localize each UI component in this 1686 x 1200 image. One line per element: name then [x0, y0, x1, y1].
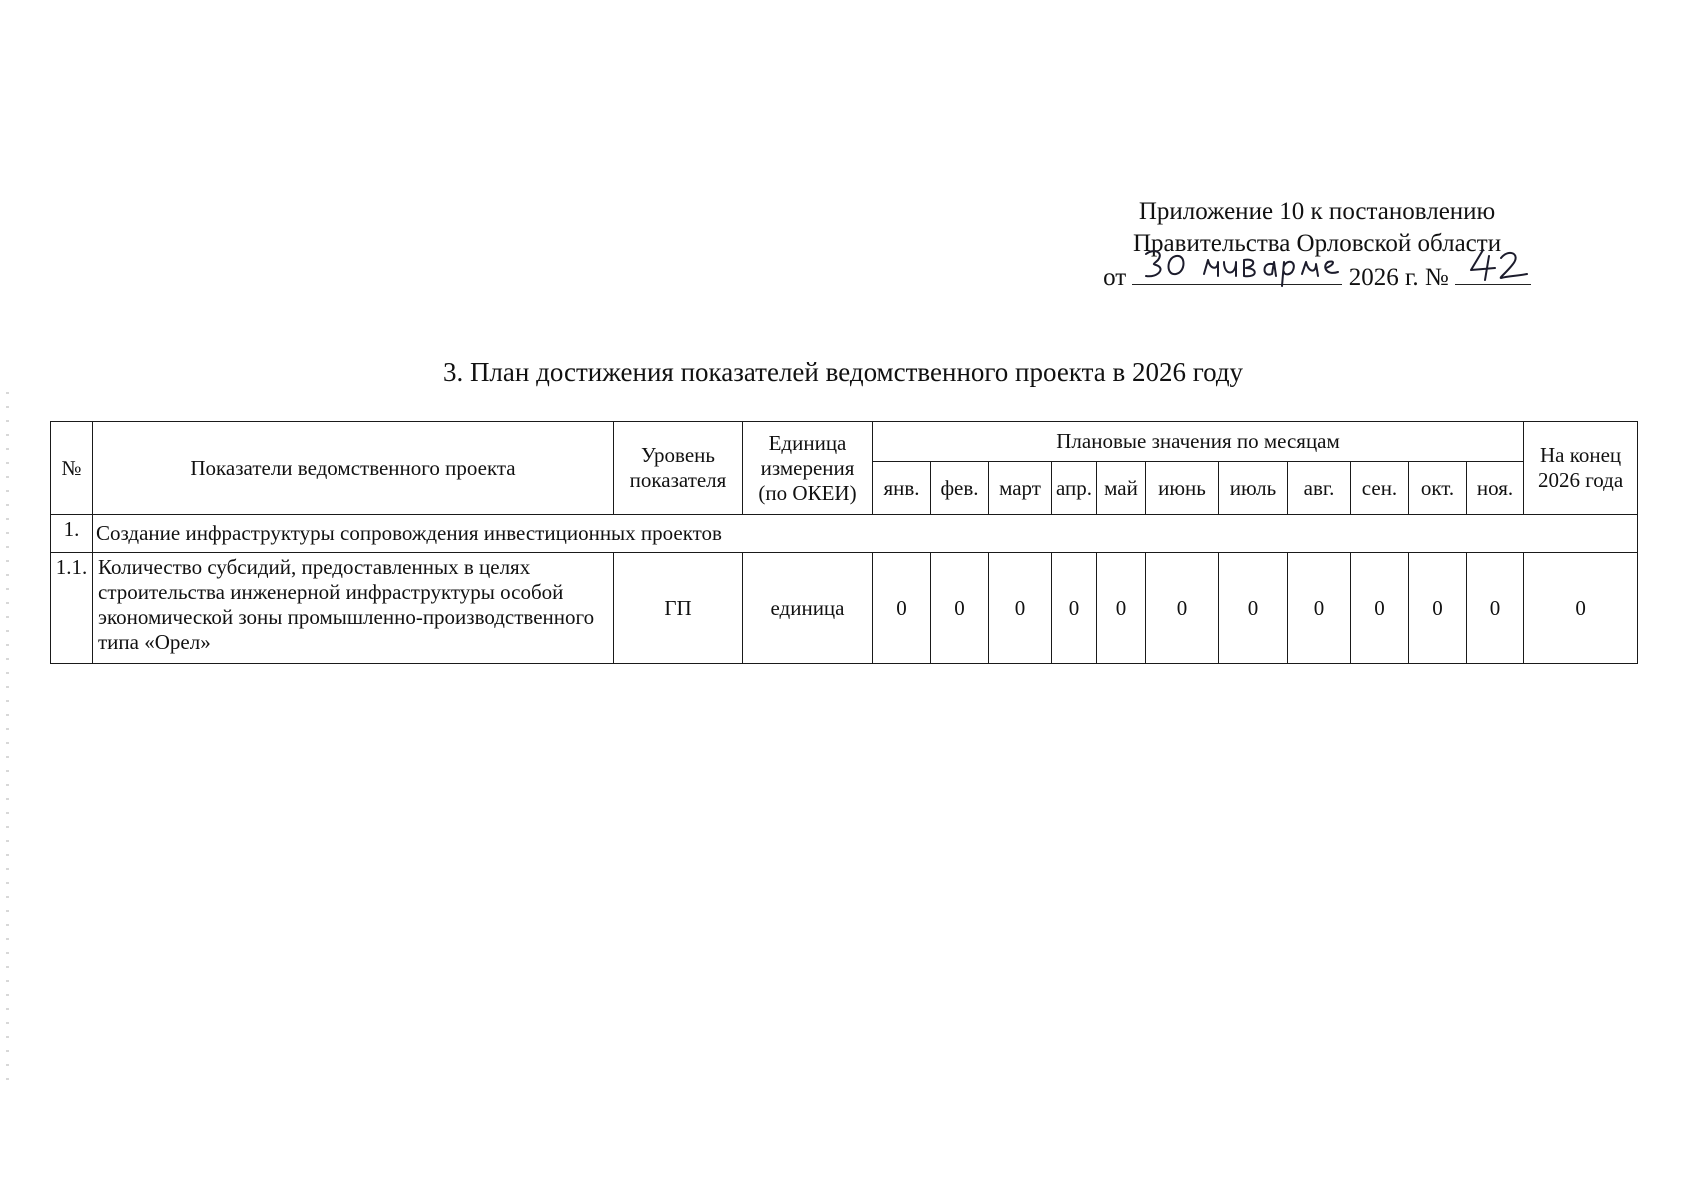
year-number-label: 2026 г. № [1348, 264, 1449, 291]
handwritten-date [1132, 260, 1342, 285]
month-value: 0 [1219, 553, 1288, 664]
appendix-date-line [1103, 260, 1531, 294]
indicator-name: Количество субсидий, предоставленных в целях строительства инженерной инфраструктуры особой экономической зоны промышленно-производственного типа «Орел» [93, 553, 614, 664]
month-value: 0 [1052, 553, 1097, 664]
month-value: 0 [1351, 553, 1409, 664]
month-header: янв. [873, 462, 931, 515]
month-header: сен. [1351, 462, 1409, 515]
table-header-row [51, 422, 1638, 462]
indicator-unit: единица [743, 553, 873, 664]
indicators-plan-table [50, 421, 1638, 664]
page-title: 3. План достижения показателей ведомственного проекта в 2026 году [442, 357, 1244, 387]
handwritten-number [1455, 260, 1531, 285]
scan-margin-marks [6, 380, 9, 1080]
section-number: 1. [51, 515, 93, 553]
handwritten-date-signature [1132, 246, 1342, 286]
header-no: № [51, 422, 93, 515]
month-value: 0 [1409, 553, 1467, 664]
header-level: Уровень показателя [614, 422, 743, 515]
month-value: 0 [931, 553, 989, 664]
from-prefix: от [1103, 264, 1127, 291]
month-header: окт. [1409, 462, 1467, 515]
month-value: 0 [989, 553, 1052, 664]
month-header: авг. [1288, 462, 1351, 515]
appendix-line-1: Приложение 10 к постановлению [1138, 198, 1496, 225]
month-header: май [1097, 462, 1146, 515]
header-unit: Единица измерения (по ОКЕИ) [743, 422, 873, 515]
month-header: июль [1219, 462, 1288, 515]
header-year-end: На конец 2026 года [1524, 422, 1638, 515]
header-monthly-values: Плановые значения по месяцам [873, 422, 1524, 462]
month-value: 0 [1146, 553, 1219, 664]
month-header: ноя. [1467, 462, 1524, 515]
month-value: 0 [873, 553, 931, 664]
appendix-block [1103, 196, 1531, 294]
table-row [51, 553, 1638, 664]
month-value: 0 [1467, 553, 1524, 664]
month-value: 0 [1288, 553, 1351, 664]
header-indicator: Показатели ведомственного проекта [93, 422, 614, 515]
row-number: 1.1. [51, 553, 93, 664]
appendix-line-2: Правительства Орловской области [1132, 230, 1502, 257]
month-header: фев. [931, 462, 989, 515]
month-value: 0 [1097, 553, 1146, 664]
month-header: март [989, 462, 1052, 515]
month-header: июнь [1146, 462, 1219, 515]
indicator-level: ГП [614, 553, 743, 664]
handwritten-number-signature [1455, 246, 1531, 286]
year-end-value: 0 [1524, 553, 1638, 664]
section-row [51, 515, 1638, 553]
section-title: Создание инфраструктуры сопровождения инвестиционных проектов [93, 515, 1638, 553]
month-header: апр. [1052, 462, 1097, 515]
